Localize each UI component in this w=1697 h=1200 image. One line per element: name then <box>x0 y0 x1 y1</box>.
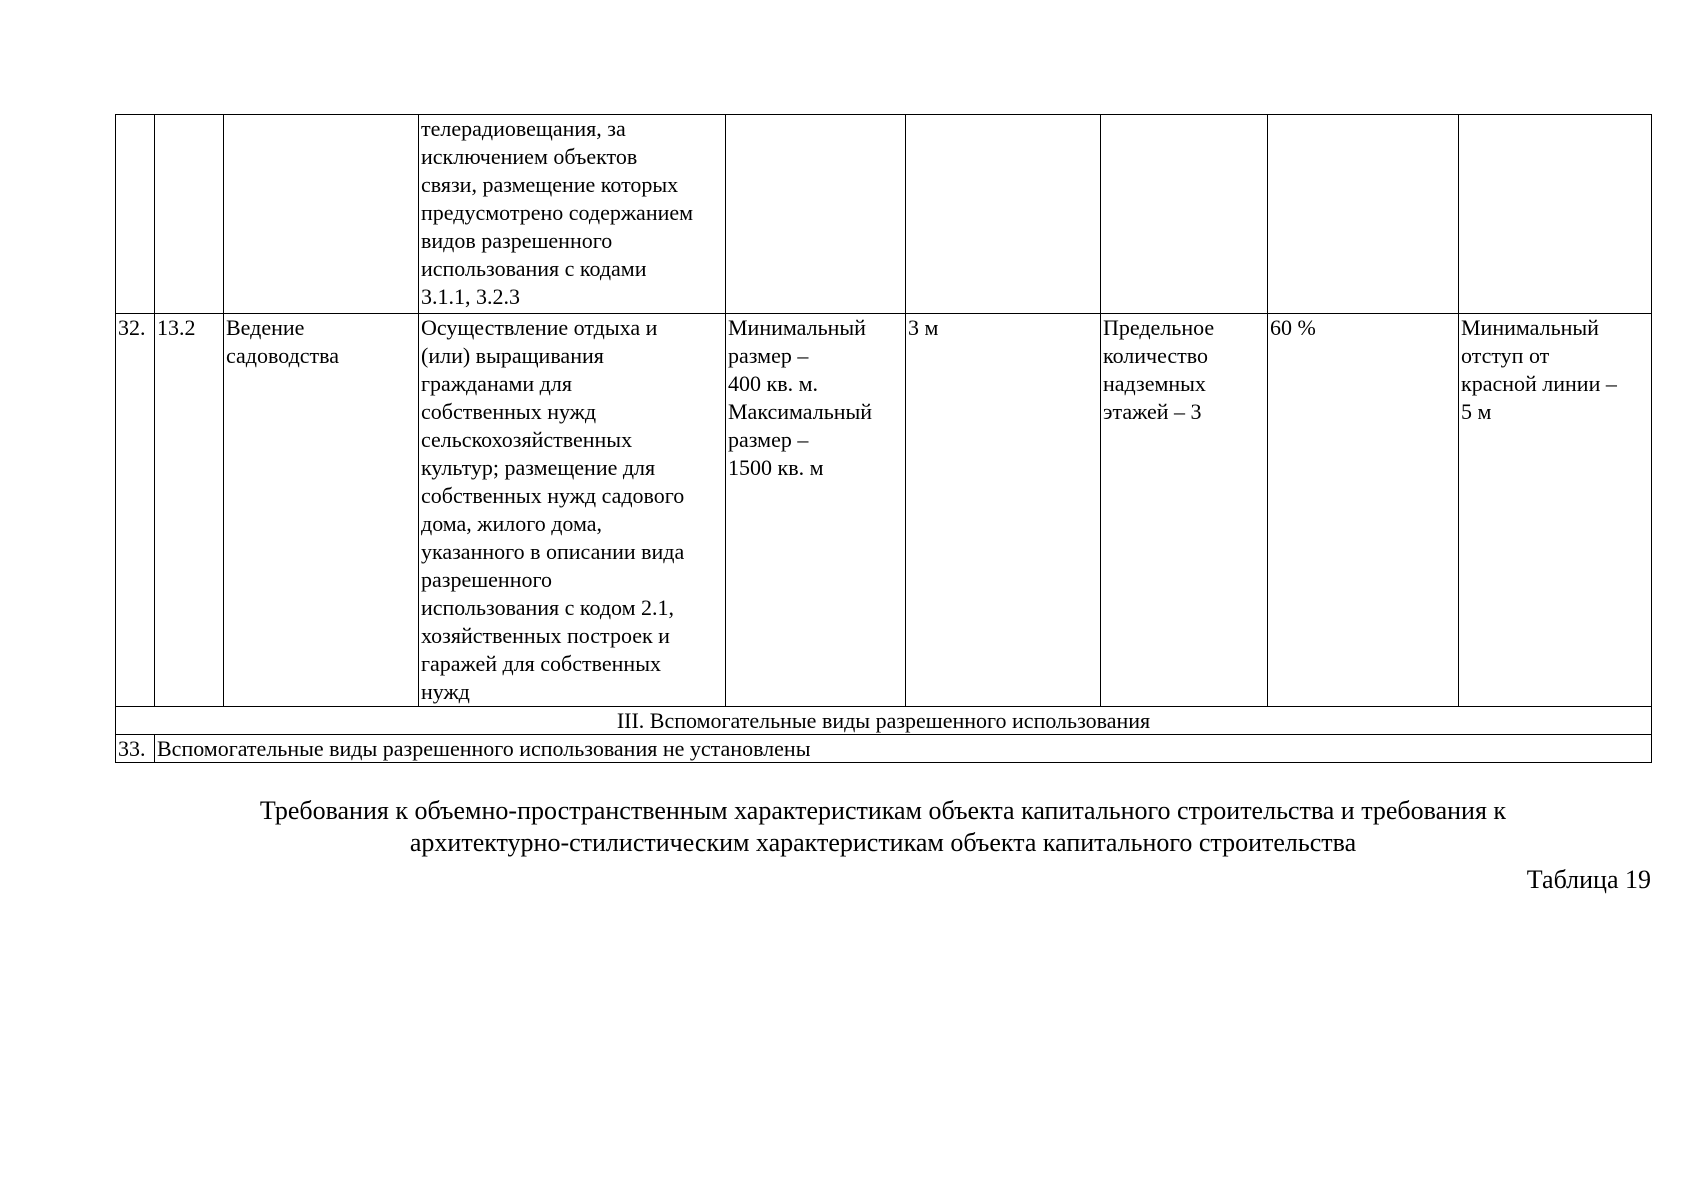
section-title: III. Вспомогательные виды разрешенного использования <box>116 707 1652 735</box>
cell-num <box>116 115 155 314</box>
table-number-label: Таблица 19 <box>1526 865 1651 894</box>
cell-code <box>155 115 224 314</box>
cell-floors <box>1101 115 1268 314</box>
cell-code: 13.2 <box>155 314 224 707</box>
regulations-table <box>115 114 1652 763</box>
cell-other <box>1459 115 1652 314</box>
cell-text: Вспомогательные виды разрешенного использования не установлены <box>155 735 1652 763</box>
cell-plot-size <box>726 115 906 314</box>
cell-name <box>224 115 419 314</box>
cell-num: 33. <box>116 735 155 763</box>
table-row <box>116 314 1652 707</box>
cell-description: Осуществление отдыха и (или) выращивания гражданами для собственных нужд сельскохозяйственных культур; размещение для собственных нужд садового дома, жилого дома, указанного в описании вида разрешенного использования с кодом 2.1, хозяйственных построек и гаражей для собственных нужд <box>419 314 726 707</box>
section-heading: Требования к объемно-пространственным характеристикам объекта капитального строительства и требования к архитектурно-стилистическим характеристикам объекта капитального строительства <box>259 796 1507 857</box>
cell-floors: Предельное количество надземных этажей – 3 <box>1101 314 1268 707</box>
cell-setback: 3 м <box>906 314 1101 707</box>
section-row <box>116 707 1652 735</box>
table-row <box>116 115 1652 314</box>
cell-plot-size: Минимальный размер – 400 кв. м. Максимальный размер – 1500 кв. м <box>726 314 906 707</box>
table-row <box>116 735 1652 763</box>
cell-description: телерадиовещания, за исключением объектов связи, размещение которых предусмотрено содержанием видов разрешенного использования с кодами 3.1.1, 3.2.3 <box>419 115 726 314</box>
cell-coverage: 60 % <box>1268 314 1459 707</box>
cell-num: 32. <box>116 314 155 707</box>
cell-setback <box>906 115 1101 314</box>
cell-name: Ведение садоводства <box>224 314 419 707</box>
cell-other: Минимальный отступ от красной линии – 5 м <box>1459 314 1652 707</box>
cell-coverage <box>1268 115 1459 314</box>
